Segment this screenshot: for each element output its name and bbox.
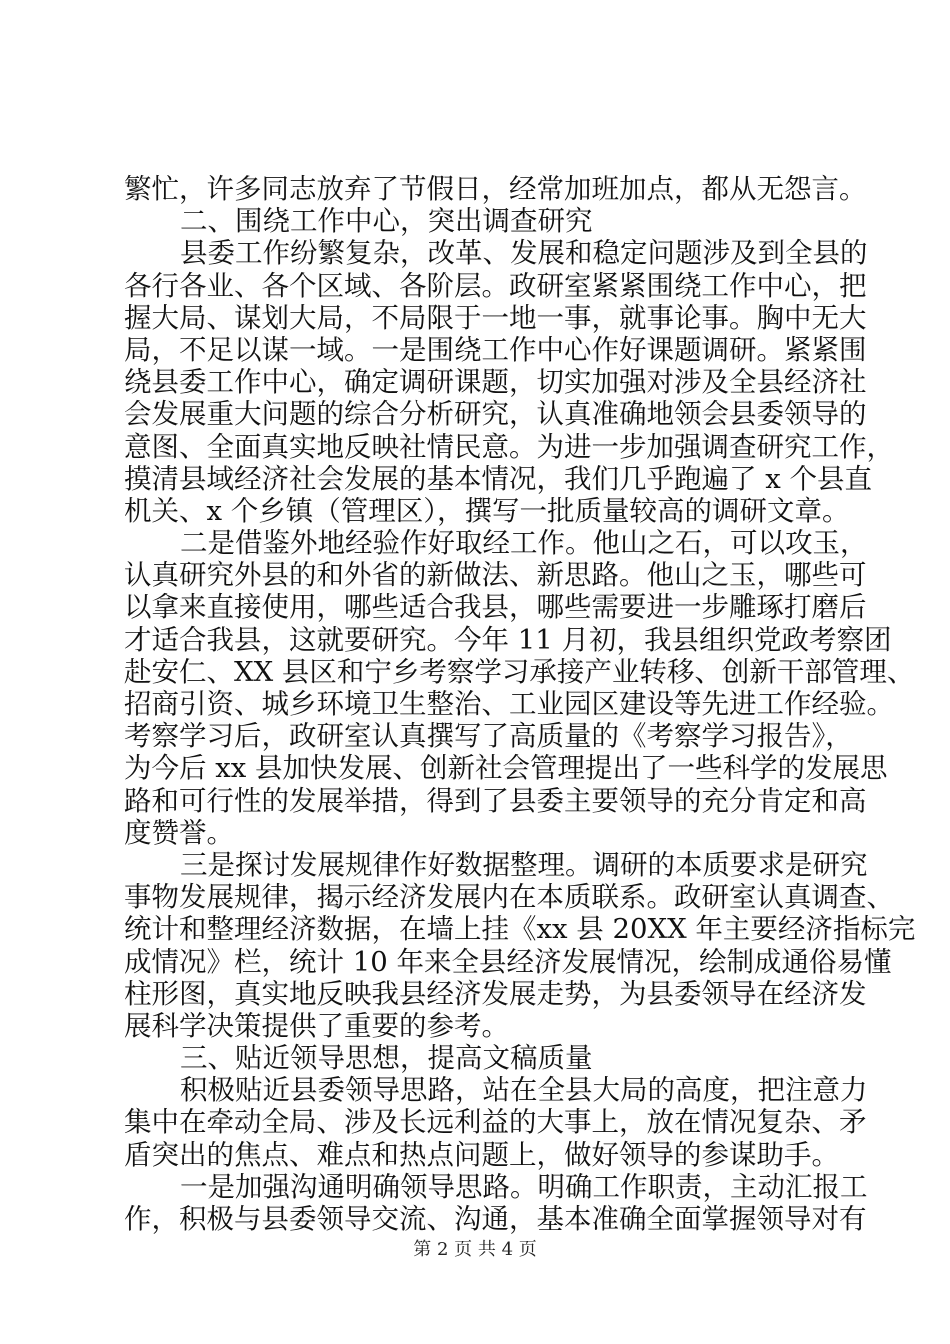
- document-body: [124, 173, 916, 1235]
- text-line: 以拿来直接使用，哪些适合我县，哪些需要进一步雕琢打磨后: [124, 591, 867, 624]
- text-line: 一是加强沟通明确领导思路。明确工作职责，主动汇报工: [180, 1170, 868, 1203]
- text-line: 绕县委工作中心，确定调研课题，切实加强对涉及全县经济社: [124, 366, 867, 399]
- text-line: 成情况》栏，统计 10 年来全县经济发展情况，绘制成通俗易懂: [124, 945, 892, 978]
- text-line: 赴安仁、XX 县区和宁乡考察学习承接产业转移、创新干部管理、: [124, 655, 915, 688]
- text-line: 各行各业、各个区域、各阶层。政研室紧紧围绕工作中心，把: [124, 269, 867, 302]
- text-line: 三是探讨发展规律作好数据整理。调研的本质要求是研究: [180, 848, 868, 881]
- text-line: 展科学决策提供了重要的参考。: [124, 1009, 509, 1042]
- text-line: 认真研究外县的和外省的新做法、新思路。他山之玉，哪些可: [124, 559, 867, 592]
- text-line: 集中在牵动全局、涉及长远利益的大事上，放在情况复杂、矛: [124, 1106, 867, 1139]
- section-heading: 二、围绕工作中心，突出调查研究: [180, 205, 593, 238]
- text-line: 会发展重大问题的综合分析研究，认真准确地领会县委领导的: [124, 398, 867, 431]
- text-line: 县委工作纷繁复杂，改革、发展和稳定问题涉及到全县的: [180, 237, 868, 270]
- text-line: 路和可行性的发展举措，得到了县委主要领导的充分肯定和高: [124, 784, 867, 817]
- text-line: 事物发展规律，揭示经济发展内在本质联系。政研室认真调查、: [124, 881, 894, 914]
- text-line: 度赞誉。: [124, 816, 234, 849]
- text-line: 二是借鉴外地经验作好取经工作。他山之石，可以攻玉，: [180, 527, 868, 560]
- text-line: 才适合我县，这就要研究。今年 11 月初，我县组织党政考察团: [124, 623, 892, 656]
- text-line: 考察学习后，政研室认真撰写了高质量的《考察学习报告》，: [124, 720, 853, 753]
- page-footer: [0, 1238, 950, 1262]
- text-line: 摸清县域经济社会发展的基本情况，我们几乎跑遍了 x 个县直: [124, 462, 872, 495]
- text-line: 繁忙，许多同志放弃了节假日，经常加班加点，都从无怨言。: [124, 173, 867, 205]
- text-line: 积极贴近县委领导思路，站在全县大局的高度，把注意力: [180, 1074, 868, 1107]
- text-line: 统计和整理经济数据，在墙上挂《xx 县 20XX 年主要经济指标完: [124, 913, 916, 946]
- page-number: 第 2 页 共 4 页: [413, 1239, 537, 1260]
- text-line: 握大局、谋划大局，不局限于一地一事，就事论事。胸中无大: [124, 301, 867, 334]
- text-line: 作，积极与县委领导交流、沟通，基本准确全面掌握领导对有: [124, 1203, 867, 1235]
- text-line: 招商引资、城乡环境卫生整治、工业园区建设等先进工作经验。: [124, 688, 894, 720]
- text-line: 为今后 xx 县加快发展、创新社会管理提出了一些科学的发展思: [124, 752, 888, 785]
- text-line: 盾突出的焦点、难点和热点问题上，做好领导的参谋助手。: [124, 1138, 839, 1171]
- section-heading: 三、贴近领导思想，提高文稿质量: [180, 1042, 593, 1075]
- text-line: 机关、x 个乡镇（管理区），撰写一批质量较高的调研文章。: [124, 494, 850, 527]
- text-line: 局，不足以谋一域。一是围绕工作中心作好课题调研。紧紧围: [124, 333, 867, 366]
- text-line: 柱形图，真实地反映我县经济发展走势，为县委领导在经济发: [124, 977, 867, 1010]
- text-line: 意图、全面真实地反映社情民意。为进一步加强调查研究工作，: [124, 430, 894, 463]
